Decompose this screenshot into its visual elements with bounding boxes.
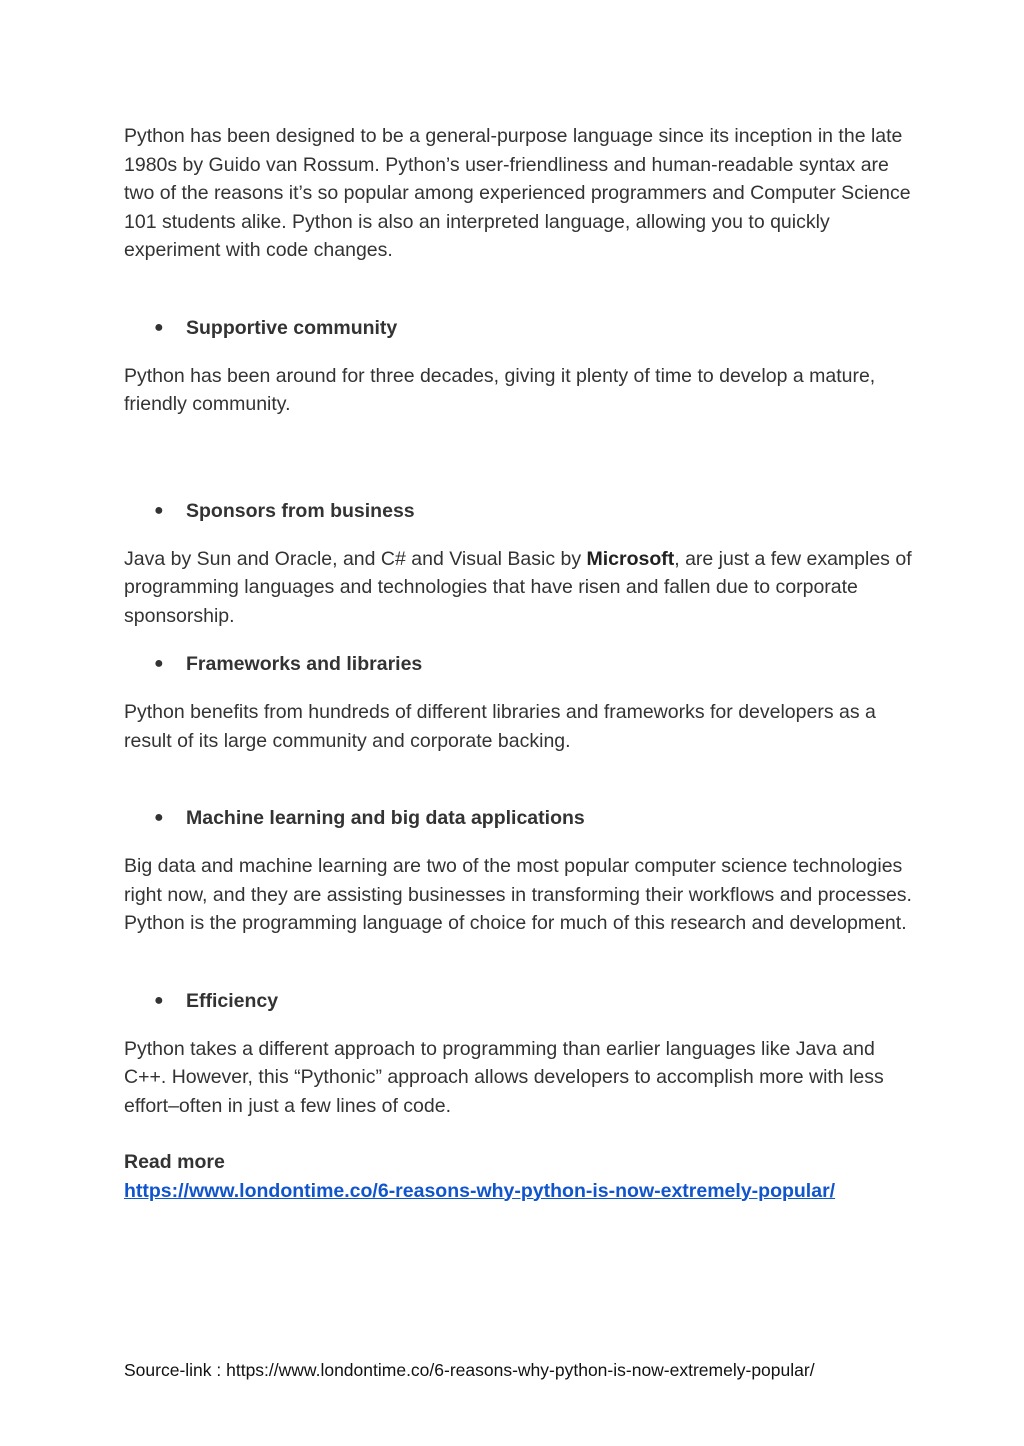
paragraph-machine-learning: Big data and machine learning are two of the most popular computer science technologies right now, and they are assisting businesses in transforming their workflows and processes. Python is the programming language of choice for much of this research and development. <box>124 855 912 934</box>
heading-text: Supportive community <box>186 316 398 339</box>
read-more-label: Read more <box>124 1151 225 1173</box>
intro-paragraph: Python has been designed to be a general-purpose language since its inception in the late 1980s by Guido van Rossum. Python’s user-friendliness and human-readable syntax are two of the reasons it’s so popular among experienced programmers and Computer Science 101 students alike. Python is also an interpreted language, allowing you to quickly experiment with code changes. <box>124 125 911 261</box>
paragraph-sponsors <box>124 545 914 631</box>
source-link-footer: Source-link : https://www.londontime.co/6-reasons-why-python-is-now-extremely-popular/ <box>124 1360 815 1380</box>
bullet-icon: ● <box>154 318 164 336</box>
bullet-heading-sponsors <box>124 497 914 525</box>
paragraph-text: , are just a few examples of programming languages and technologies that have risen and fallen due to corporate sponsorship. <box>124 547 912 627</box>
bullet-heading-supportive-community <box>124 314 914 342</box>
heading-text: Sponsors from business <box>186 499 415 522</box>
bullet-icon: ● <box>154 655 164 672</box>
bullet-heading-machine-learning <box>124 804 914 832</box>
bullet-icon: ● <box>154 991 164 1009</box>
heading-text: Frameworks and libraries <box>186 653 423 675</box>
read-more-link[interactable]: https://www.londontime.co/6-reasons-why-python-is-now-extremely-popular/ <box>124 1179 836 1202</box>
bullet-heading-frameworks <box>124 650 914 678</box>
paragraph-text: Java by Sun and Oracle, and C# and Visual Basic by <box>124 547 587 570</box>
bullet-icon: ● <box>154 809 164 826</box>
document-body <box>124 122 914 1205</box>
paragraph-frameworks: Python benefits from hundreds of different libraries and frameworks for developers as a result of its large community and corporate backing. <box>124 701 876 752</box>
bullet-icon: ● <box>154 501 164 519</box>
paragraph-efficiency: Python takes a different approach to programming than earlier languages like Java and C++. However, this “Pythonic” approach allows developers to accomplish more with less effort–often in just a few lines of code. <box>124 1037 884 1117</box>
heading-text: Efficiency <box>186 989 279 1012</box>
paragraph-supportive-community: Python has been around for three decades, giving it plenty of time to develop a mature, friendly community. <box>124 364 876 415</box>
bullet-heading-efficiency <box>124 987 914 1015</box>
heading-text: Machine learning and big data applications <box>186 807 585 829</box>
read-more-block <box>124 1148 914 1205</box>
microsoft-bold: Microsoft <box>586 547 675 570</box>
